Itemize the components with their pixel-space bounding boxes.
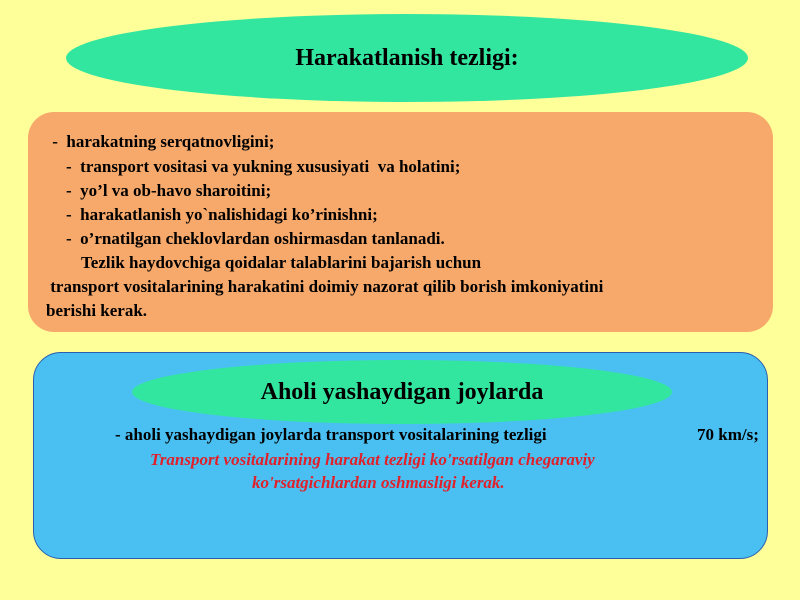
requirement-text: transport vositalarining harakatini doimiy nazorat qilib borish imkoniyatini [46, 277, 604, 296]
requirement-item: - transport vositasi va yukning xususiyati va holatini; [66, 157, 461, 176]
section-title-ellipse [132, 360, 672, 424]
requirement-item: - harakatlanish yo`nalishidagi ko’rinishni; [66, 205, 378, 224]
speed-note-line-2: ko'rsatgichlardan oshmasligi kerak. [252, 473, 505, 492]
section-title: Aholi yashaydigan joylarda [260, 378, 544, 405]
speed-limit-value: 70 km/s; [697, 425, 759, 444]
page-title: Harakatlanish tezligi: [295, 44, 519, 71]
speed-note-line-1: Transport vositalarining harakat tezligi ko'rsatilgan chegaraviy [150, 450, 595, 469]
requirement-item: - harakatning serqatnovligini; [48, 132, 275, 151]
speed-limit-text: - aholi yashaydigan joylarda transport vositalarining tezligi [115, 425, 547, 444]
requirement-item: - o’rnatilgan cheklovlardan oshirmasdan tanlanadi. [66, 229, 445, 248]
title-ellipse [66, 14, 748, 102]
requirement-text: Tezlik haydovchiga qoidalar talablarini bajarish uchun [81, 253, 482, 272]
requirement-item: - yo’l va ob-havo sharoitini; [66, 181, 272, 200]
requirement-text: berishi kerak. [46, 301, 148, 320]
